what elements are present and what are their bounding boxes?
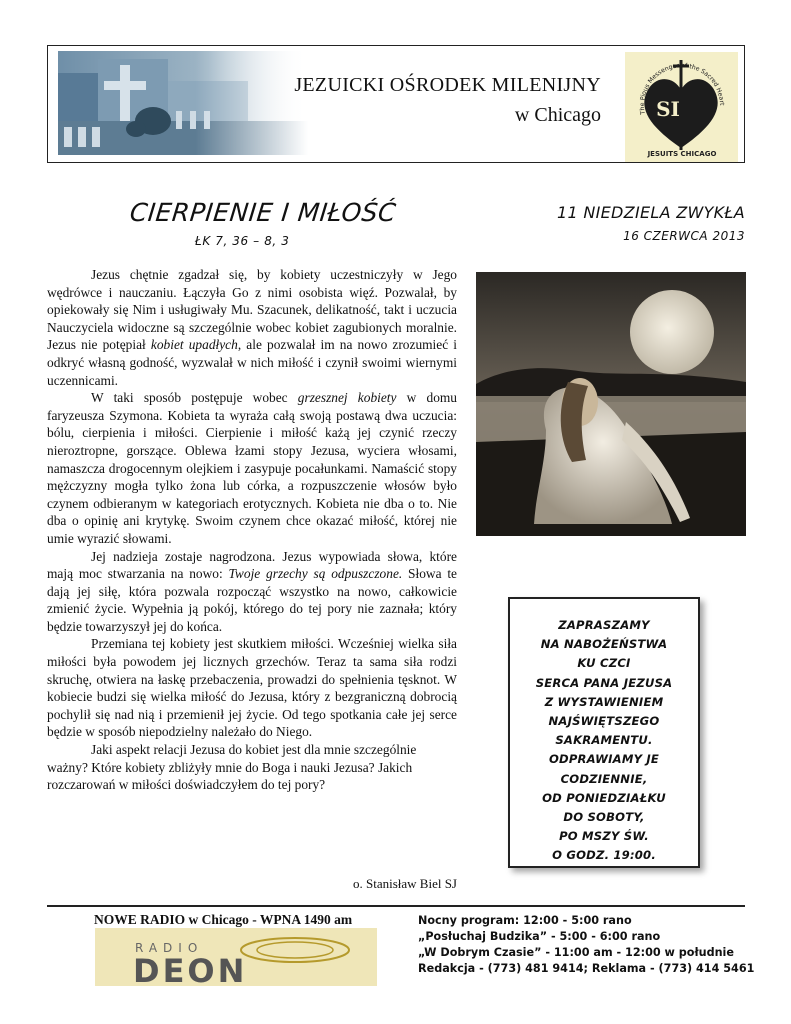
invitation-line: ODPRAWIAMY JE	[548, 752, 660, 767]
center-name: JEZUICKI OŚRODEK MILENIJNY	[294, 74, 601, 96]
article-author: o. Stanisław Biel SJ	[352, 876, 457, 891]
invitation-text	[510, 616, 698, 866]
article-paragraph: Jej nadzieja zostaje nagrodzona. Jezus wypowiada słowa, które mają moc stwarzania na nowo: Twoje grzechy są odpuszczone. Słowa te dają jej siłę, która pozwala rozpocząć wszystko na nowo, całkowicie zmienić życie. Wypełnia ją pokój, którego do tej pory nie zaznała; który będzie towarzyszył jej do końca.	[47, 548, 457, 634]
program-line: Redakcja - (773) 481 9414; Reklama - (773) 414 5461	[418, 962, 755, 975]
invitation-line: OD PONIEDZIAŁKU	[542, 790, 666, 805]
invitation-box	[508, 597, 700, 868]
woman-under-moon-image	[476, 272, 746, 536]
invitation-line: NAJŚWIĘTSZEGO	[548, 714, 660, 729]
date-label: 16 CZERWCA 2013	[623, 229, 745, 243]
article-title: CIERPIENIE I MIŁOŚĆ	[128, 198, 398, 227]
program-line: „W Dobrym Czasie” - 11:00 am - 12:00 w południe	[418, 946, 734, 959]
radio-deon-logo	[95, 928, 377, 986]
article-paragraph: Jezus chętnie zgadzał się, by kobiety uczestniczyły w Jego wędrówce i nauczaniu. Łączyła Go z nimi osobista więź. Pozwalał, by opiekowały się Nim i usługiwały Mu. Szacunek, delikatność, takt i uczucia Nauczyciela widoczne są szczególnie wobec kobiet zagubionych moralnie. Jezus nie potępiał kobiet upadłych, ale pozwalał im na nowo zrozumieć i odkryć własną godność, wyzwalał w nich miłość i czynił swoimi wiernymi uczennicami.	[47, 267, 458, 388]
church-building-image	[58, 51, 308, 155]
radio-program-schedule	[418, 913, 754, 977]
program-line: „Posłuchaj Budzika” - 5:00 - 6:00 rano	[418, 930, 661, 943]
article-paragraph: W taki sposób postępuje wobec grzesznej kobiety w domu faryzeusza Szymona. Kobieta ta wyraża całą swoją postawą dwa uczucia: bólu, cierpienia i miłości. Cierpienie i miłość każą jej czynić rzeczy nieroztropne, gorszące. Oblewa łzami stopy Jezusa, wyciera włosami, namaszcza drogocennym olejkiem i zasypuje pocałunkami. Namaścić stopy mężczyzny mogła tylko żona lub córka, a rozpuszczenie włosów było czynem odbieranym w kategoriach erotycznych. Kobieta nie dba o to. Nie dba o opinię ani krytykę. Swoim czynem chce okazać miłość, której nie umie wyrazić słowami.	[47, 390, 457, 546]
invitation-line: SERCA PANA JEZUSA	[535, 675, 673, 690]
invitation-line: SAKRAMENTU.	[555, 733, 653, 748]
program-line: Nocny program: 12:00 - 5:00 rano	[418, 914, 632, 927]
header-banner	[47, 45, 745, 163]
logo-radio-text: RADIO	[135, 941, 204, 955]
invitation-line: PO MSZY ŚW.	[559, 829, 649, 844]
invitation-line: Z WYSTAWIENIEM	[544, 694, 664, 709]
invitation-line: KU CZCI	[577, 656, 631, 671]
seal-bottom-text: JESUITS CHICAGO	[647, 150, 717, 158]
seal-arc-text: The Pious Messenger of the Sacred Heart	[638, 62, 726, 115]
article-body	[47, 266, 457, 794]
logo-deon-text: DEON	[133, 952, 248, 986]
invitation-line: NA NABOŻEŃSTWA	[540, 637, 668, 652]
seal-monogram: SI	[656, 97, 680, 121]
invitation-line: O GODZ. 19:00.	[552, 848, 656, 863]
liturgical-day: 11 NIEDZIELA ZWYKŁA	[557, 203, 745, 222]
jesuits-chicago-seal	[625, 52, 738, 162]
invitation-line: ZAPRASZAMY	[558, 618, 650, 632]
footer-divider	[47, 905, 745, 907]
scripture-reference: ŁK 7, 36 – 8, 3	[195, 234, 290, 248]
invitation-line: DO SOBOTY,	[563, 810, 645, 825]
center-city: w Chicago	[514, 104, 601, 126]
article-paragraph: Jaki aspekt relacji Jezusa do kobiet jest dla mnie szczególnie ważny? Które kobiety zbliżyły mnie do Boga i nauki Jezusa? Jakich rozczarowań w miłości doświadczyłem do tej pory?	[47, 742, 417, 793]
invitation-line: CODZIENNIE,	[560, 771, 648, 786]
article-paragraph: Przemiana tej kobiety jest skutkiem miłości. Wcześniej wielka siła miłości była powodem jej licznych grzechów. Teraz ta sama siła rodzi skruchę, otwiera na łaskę przebaczenia, prowadzi do spełnienia tęsknot. W kobiecie budzi się wielka miłość do Jezusa, który z bezgraniczną dobrocią pochylił się nad nią i przemienił jej życie. Od tego spotkania całe jej serce będzie w sposób niepodzielny należało do Niego.	[47, 636, 457, 740]
radio-station-title: NOWE RADIO w Chicago - WPNA 1490 am	[94, 912, 353, 927]
